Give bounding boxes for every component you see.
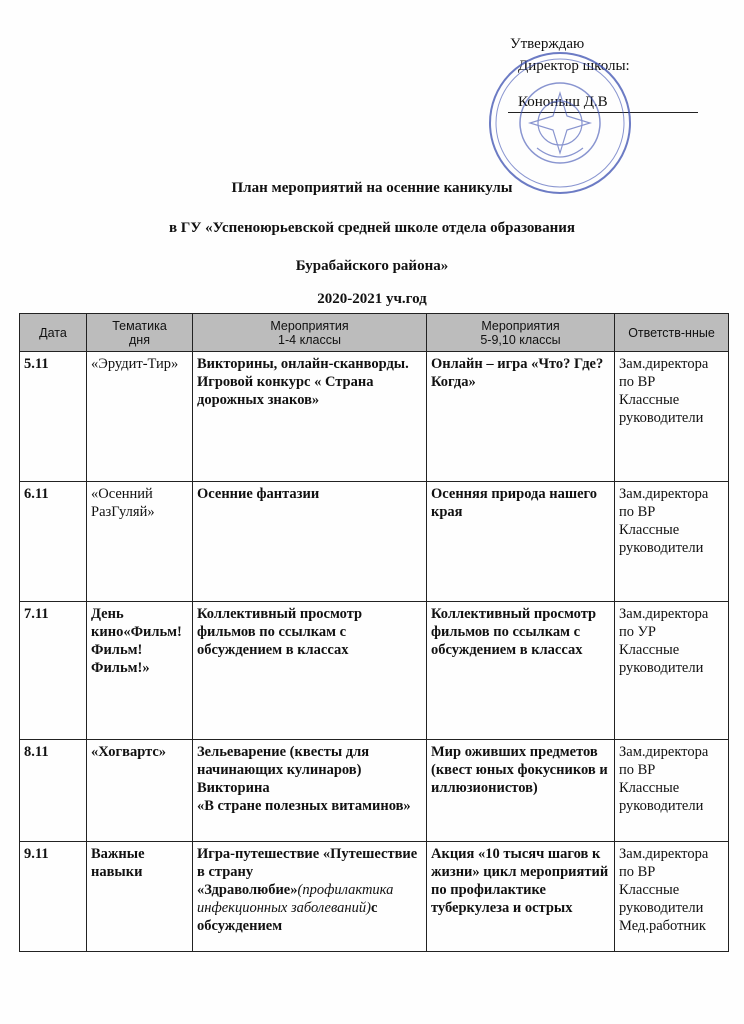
table-row: [20, 482, 729, 602]
cell-events-1-4: Игра-путешествие «Путешествие в страну «Здраволюбие»(профилактика инфекционных заболеваний)с обсуждением: [193, 842, 427, 952]
approval-title: Утверждаю: [510, 36, 585, 52]
cell-theme: День кино«Фильм! Фильм! Фильм!»: [87, 602, 193, 740]
table-row: [20, 740, 729, 842]
cell-events-1-4: Коллективный просмотр фильмов по ссылкам с обсуждением в классах: [193, 602, 427, 740]
events-table: [19, 313, 729, 952]
cell-theme: «Осенний РазГуляй»: [87, 482, 193, 602]
approval-name: Кононыш Д.В: [518, 94, 608, 110]
header-events-5-10: Мероприятия 5-9,10 классы: [427, 314, 615, 352]
header-responsible: Ответств-нные: [615, 314, 729, 352]
cell-responsible: Зам.директора по УР Классные руководители: [615, 602, 729, 740]
cell-theme: «Хогвартс»: [87, 740, 193, 842]
cell-theme: Важные навыки: [87, 842, 193, 952]
cell-responsible: Зам.директора по ВР Классные руководители: [615, 482, 729, 602]
table-row: [20, 352, 729, 482]
cell-events-1-4: Осенние фантазии: [193, 482, 427, 602]
table-header-row: [20, 314, 729, 352]
cell-events-5-10: Акция «10 тысяч шагов к жизни» цикл мероприятий по профилактике туберкулеза и острых: [427, 842, 615, 952]
cell-events-1-4: Викторины, онлайн-сканворды. Игровой конкурс « Страна дорожных знаков»: [193, 352, 427, 482]
cell-date: 8.11: [20, 740, 87, 842]
cell-events-5-10: Осенняя природа нашего края: [427, 482, 615, 602]
approval-position: Директор школы:: [518, 58, 630, 74]
plan-subtitle-district: Бурабайского района»: [295, 258, 449, 274]
header-date: Дата: [20, 314, 87, 352]
table-row: [20, 602, 729, 740]
plan-year: 2020-2021 уч.год: [317, 291, 427, 307]
cell-theme: «Эрудит-Тир»: [87, 352, 193, 482]
cell-responsible: Зам.директора по ВР Классные руководители: [615, 352, 729, 482]
cell-responsible: Зам.директора по ВР Классные руководители: [615, 740, 729, 842]
cell-date: 7.11: [20, 602, 87, 740]
table-row: [20, 842, 729, 952]
cell-events-5-10: Коллективный просмотр фильмов по ссылкам с обсуждением в классах: [427, 602, 615, 740]
cell-responsible: Зам.директора по ВР Классные руководители Мед.работник: [615, 842, 729, 952]
official-seal-stamp: [485, 48, 635, 198]
cell-date: 5.11: [20, 352, 87, 482]
cell-events-1-4: Зельеварение (квесты для начинающих кулинаров) Викторина «В стране полезных витаминов»: [193, 740, 427, 842]
cell-date: 6.11: [20, 482, 87, 602]
cell-date: 9.11: [20, 842, 87, 952]
cell-events-5-10: Мир оживших предметов (квест юных фокусников и иллюзионистов): [427, 740, 615, 842]
header-events-1-4: Мероприятия 1-4 классы: [193, 314, 427, 352]
plan-subtitle-school: в ГУ «Успеноюрьевской средней школе отдела образования: [168, 220, 576, 236]
plan-title: План мероприятий на осенние каникулы: [231, 180, 513, 196]
header-theme: Тематика дня: [87, 314, 193, 352]
cell-events-5-10: Онлайн – игра «Что? Где? Когда»: [427, 352, 615, 482]
